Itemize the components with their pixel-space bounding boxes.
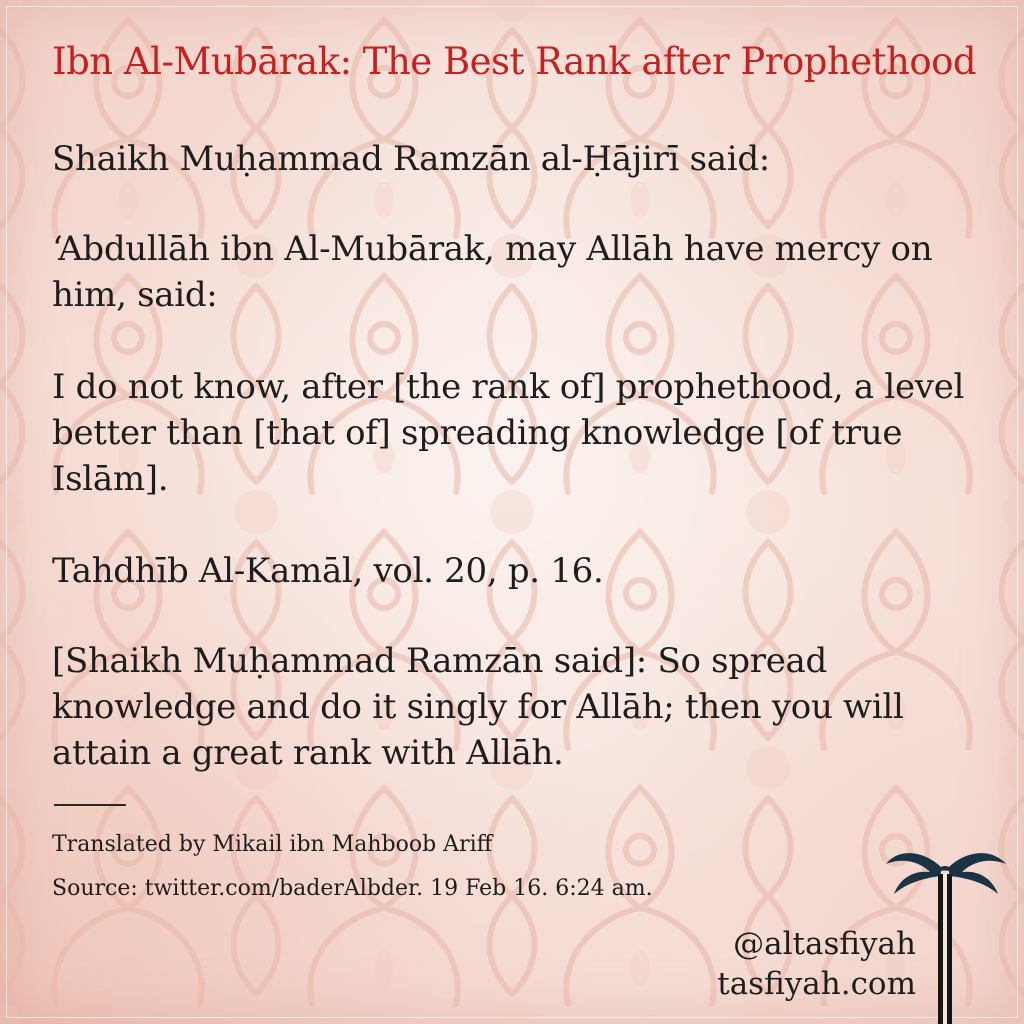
- translator-credit: Translated by Mikail ibn Mahboob Ariff: [52, 832, 493, 857]
- source-citation: Source: twitter.com/baderAlbder. 19 Feb 16. 6:24 am.: [52, 876, 653, 901]
- attribution-paragraph: ‘Abdullāh ibn Al-Mubārak, may Allāh have mercy on him, said:: [52, 229, 933, 315]
- social-handle: @altasfiyah: [733, 926, 916, 962]
- website-url: tasfiyah.com: [717, 966, 916, 1002]
- reference-paragraph: Tahdhīb Al-Kamāl, vol. 20, p. 16.: [52, 551, 604, 591]
- footnote-divider: [54, 804, 126, 806]
- commentary-paragraph: [Shaikh Muḥammad Ramzān said]: So spread knowledge and do it singly for Allāh; then you will attain a great rank with Allāh.: [52, 641, 904, 773]
- page-title: Ibn Al-Mubārak: The Best Rank after Prophethood: [52, 40, 977, 83]
- palm-tree-icon: [884, 846, 1010, 1024]
- quote-paragraph: I do not know, after [the rank of] prophethood, a level better than [that of] spreading knowledge [of true Islām].: [52, 367, 965, 499]
- intro-paragraph: Shaikh Muḥammad Ramzān al-Ḥājirī said:: [52, 139, 770, 179]
